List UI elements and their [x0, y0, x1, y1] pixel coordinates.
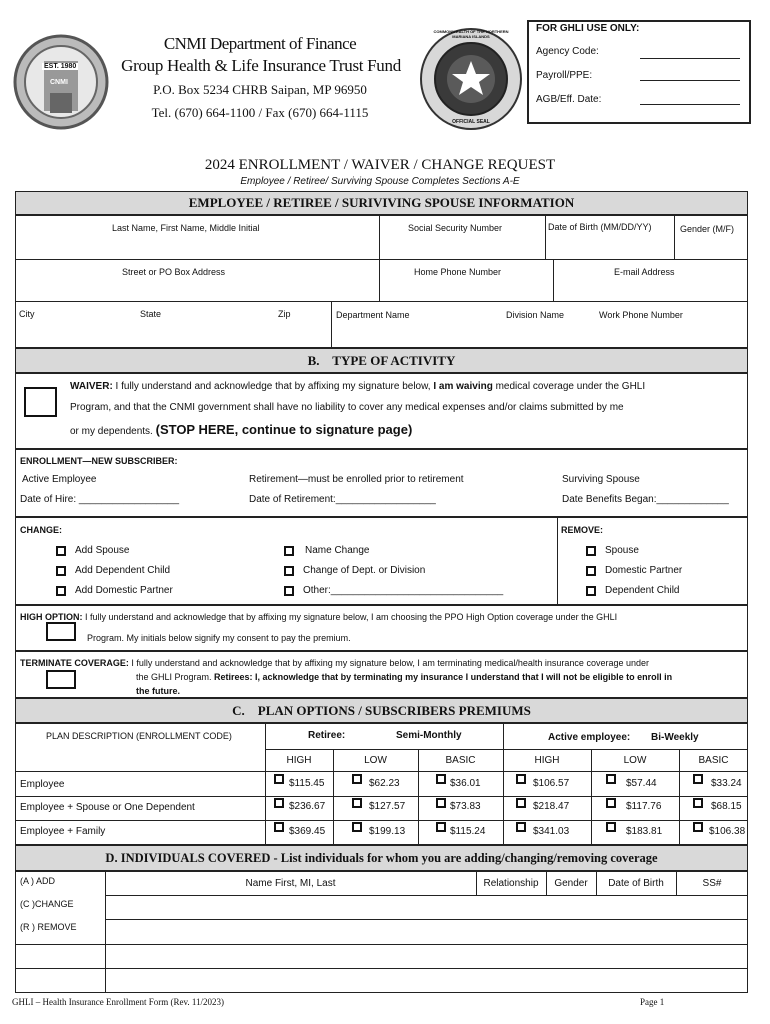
cnmi-finance-seal — [12, 33, 110, 131]
date-of-hire-field[interactable]: Date of Hire: __________________ — [20, 494, 180, 505]
code-change: (C )CHANGE — [20, 899, 74, 909]
section-d-title: D. INDIVIDUALS COVERED - List individuals for whom you are adding/changing/removing coverage — [105, 851, 658, 865]
enrollment-title: ENROLLMENT—NEW SUBSCRIBER: — [20, 456, 178, 466]
zip-field-label: Zip — [278, 309, 291, 319]
date-of-retirement-field[interactable]: Date of Retirement:__________________ — [249, 494, 436, 505]
remove-child-checkbox[interactable] — [586, 586, 596, 596]
high-option-text: HIGH OPTION: I fully understand and acknowledge that by affixing my signature below, I am choosing the PPO High Option coverage under the GHLI — [20, 612, 618, 622]
add-partner-checkbox[interactable] — [56, 586, 66, 596]
tier-basic-active: BASIC — [698, 755, 729, 766]
premium-value: $369.45 — [289, 826, 326, 837]
active-employee-label[interactable]: Active Employee — [22, 474, 97, 485]
work-phone-field-label: Work Phone Number — [599, 310, 683, 320]
premium-value: $106.57 — [533, 778, 570, 789]
premium-checkbox[interactable] — [606, 798, 616, 808]
terminate-text: TERMINATE COVERAGE: I fully understand and acknowledge that by affixing my signature below, I am terminating medical/health insurance coverage under — [20, 658, 649, 668]
premium-checkbox[interactable] — [516, 774, 526, 784]
premium-value: $341.03 — [533, 826, 570, 837]
surviving-spouse-label[interactable]: Surviving Spouse — [562, 474, 640, 485]
col-ssn: SS# — [702, 878, 722, 889]
semi-monthly-header: Semi-Monthly — [396, 730, 462, 741]
other-change-field[interactable]: Other:_______________________________ — [303, 585, 504, 596]
name-change-label: Name Change — [305, 545, 370, 556]
active-employee-header: Active employee: — [548, 732, 631, 743]
remove-spouse-label: Spouse — [605, 545, 639, 556]
premium-checkbox[interactable] — [606, 822, 616, 832]
dept-change-checkbox[interactable] — [284, 566, 294, 576]
agency-code-label: Agency Code: — [536, 46, 599, 57]
name-change-checkbox[interactable] — [284, 546, 294, 556]
premium-checkbox[interactable] — [352, 798, 362, 808]
remove-partner-checkbox[interactable] — [586, 566, 596, 576]
waiver-text-line2: Program, and that the CNMI government shall have no liability to cover any medical expenses and/or claims submitted by me — [70, 402, 624, 413]
waiver-checkbox[interactable] — [24, 387, 57, 417]
plan-description-header: PLAN DESCRIPTION (ENROLLMENT CODE) — [46, 731, 232, 741]
premium-checkbox[interactable] — [693, 774, 703, 784]
remove-title: REMOVE: — [561, 525, 604, 535]
address: P.O. Box 5234 CHRB Saipan, MP 96950 — [153, 82, 367, 97]
retiree-header: Retiree: — [308, 730, 346, 741]
plan-row-employee: Employee — [20, 779, 65, 790]
section-a-grid — [15, 215, 748, 348]
seal-bottom-text: OFFICIAL SEAL — [452, 119, 490, 125]
premium-value: $62.23 — [369, 778, 400, 789]
state-field-label: State — [140, 309, 162, 319]
premium-checkbox[interactable] — [436, 774, 446, 784]
premium-checkbox[interactable] — [436, 798, 446, 808]
agency-code-line[interactable] — [640, 58, 740, 59]
change-title: CHANGE: — [20, 525, 62, 535]
add-partner-label: Add Domestic Partner — [75, 585, 173, 596]
premium-checkbox[interactable] — [352, 774, 362, 784]
col-name: Name First, MI, Last — [245, 878, 336, 889]
biweekly-header: Bi-Weekly — [651, 732, 699, 743]
terminate-text2: the GHLI Program. Retirees: I, acknowledge that by terminating my insurance I understand that I will not be eligible to enroll in — [136, 672, 673, 682]
other-change-checkbox[interactable] — [284, 586, 294, 596]
premium-value: $218.47 — [533, 801, 570, 812]
gender-field-label: Gender (M/F) — [680, 224, 735, 234]
premium-value: $33.24 — [711, 778, 742, 789]
waiver-text-line3: or my dependents. (STOP HERE, continue to signature page) — [70, 422, 413, 437]
agb-line[interactable] — [640, 104, 740, 105]
col-dob: Date of Birth — [608, 878, 664, 889]
name-field-label: Last Name, First Name, Middle Initial — [112, 223, 260, 233]
individuals-table — [15, 871, 748, 993]
premium-checkbox[interactable] — [516, 798, 526, 808]
tier-high-active: HIGH — [534, 755, 560, 766]
form-subtitle: Employee / Retiree/ Surviving Spouse Completes Sections A-E — [240, 176, 520, 187]
seal-cnmi-text: CNMI — [50, 79, 68, 86]
fund-title: Group Health & Life Insurance Trust Fund — [121, 56, 401, 75]
add-spouse-label: Add Spouse — [75, 545, 130, 556]
premium-checkbox[interactable] — [516, 822, 526, 832]
payroll-line[interactable] — [640, 80, 740, 81]
premium-checkbox[interactable] — [274, 774, 284, 784]
premium-value: $117.76 — [626, 801, 662, 812]
dept-change-label: Change of Dept. or Division — [303, 565, 426, 576]
payroll-label: Payroll/PPE: — [536, 70, 593, 81]
premium-value: $36.01 — [450, 778, 481, 789]
plan-row-spouse: Employee + Spouse or One Dependent — [20, 802, 195, 813]
premium-value: $57.44 — [626, 778, 657, 789]
premium-checkbox[interactable] — [606, 774, 616, 784]
ghli-use-title: FOR GHLI USE ONLY: — [536, 23, 640, 34]
tier-high-retiree: HIGH — [286, 755, 312, 766]
add-spouse-checkbox[interactable] — [56, 546, 66, 556]
section-a-title: EMPLOYEE / RETIREE / SURIVIVING SPOUSE INFORMATION — [188, 195, 575, 210]
dob-field-label: Date of Birth (MM/DD/YY) — [548, 222, 652, 232]
seal-est-text: EST. 1980 — [44, 63, 77, 70]
premium-value: $106.38 — [709, 826, 746, 837]
high-option-text2: Program. My initials below signify my consent to pay the premium. — [87, 633, 351, 643]
terminate-text3: the future. — [136, 686, 180, 696]
remove-spouse-checkbox[interactable] — [586, 546, 596, 556]
tier-low-retiree: LOW — [364, 755, 387, 766]
footer-form-id: GHLI – Health Insurance Enrollment Form (Rev. 11/2023) — [12, 997, 225, 1007]
premium-checkbox[interactable] — [274, 822, 284, 832]
dept-title: CNMI Department of Finance — [163, 34, 357, 53]
division-field-label: Division Name — [506, 310, 565, 320]
premium-value: $183.81 — [626, 826, 663, 837]
section-c-title: C. PLAN OPTIONS / SUBSCRIBERS PREMIUMS — [232, 703, 531, 718]
date-benefits-field[interactable]: Date Benefits Began:_____________ — [562, 494, 729, 505]
premium-value: $68.15 — [711, 801, 742, 812]
city-field-label: City — [19, 309, 35, 319]
premium-value: $115.24 — [450, 826, 486, 837]
add-child-label: Add Dependent Child — [75, 565, 171, 576]
premium-checkbox[interactable] — [693, 798, 703, 808]
cnmi-official-seal — [419, 27, 523, 131]
terminate-initials-box[interactable] — [46, 670, 76, 689]
premium-checkbox[interactable] — [274, 798, 284, 808]
waiver-text-line1: WAIVER: I fully understand and acknowledge that by affixing my signature below, I am waiving medical coverage under the GHLI — [70, 381, 646, 392]
remove-child-label: Dependent Child — [605, 585, 680, 596]
seal-top-text: COMMONWEALTH OF THE NORTHERN MARIANA ISLANDS — [433, 29, 509, 39]
premium-value: $199.13 — [369, 826, 406, 837]
premium-value: $115.45 — [289, 778, 325, 789]
premium-value: $127.57 — [369, 801, 406, 812]
plan-row-family: Employee + Family — [20, 826, 106, 837]
premium-checkbox[interactable] — [693, 822, 703, 832]
remove-partner-label: Domestic Partner — [605, 565, 683, 576]
tier-basic-retiree: BASIC — [445, 755, 476, 766]
dept-name-field-label: Department Name — [336, 310, 410, 320]
code-add: (A ) ADD — [20, 876, 56, 886]
add-child-checkbox[interactable] — [56, 566, 66, 576]
col-relationship: Relationship — [483, 878, 539, 889]
footer-page-number: Page 1 — [640, 997, 665, 1007]
col-gender: Gender — [554, 878, 588, 889]
code-remove: (R ) REMOVE — [20, 922, 77, 932]
street-field-label: Street or PO Box Address — [122, 267, 226, 277]
section-b-title: B. TYPE OF ACTIVITY — [307, 353, 456, 368]
tier-low-active: LOW — [623, 755, 647, 766]
premium-value: $73.83 — [450, 801, 481, 812]
premium-value: $236.67 — [289, 801, 326, 812]
premium-checkbox[interactable] — [352, 822, 362, 832]
premium-checkbox[interactable] — [436, 822, 446, 832]
agb-label: AGB/Eff. Date: — [536, 94, 602, 105]
ssn-field-label: Social Security Number — [408, 223, 503, 233]
high-option-initials-box[interactable] — [46, 622, 76, 641]
retirement-label[interactable]: Retirement—must be enrolled prior to retirement — [249, 474, 464, 485]
phone-fax: Tel. (670) 664-1100 / Fax (670) 664-1115 — [151, 105, 369, 120]
email-field-label: E-mail Address — [614, 267, 675, 277]
home-phone-field-label: Home Phone Number — [414, 267, 502, 277]
form-title: 2024 ENROLLMENT / WAIVER / CHANGE REQUEST — [204, 157, 556, 173]
